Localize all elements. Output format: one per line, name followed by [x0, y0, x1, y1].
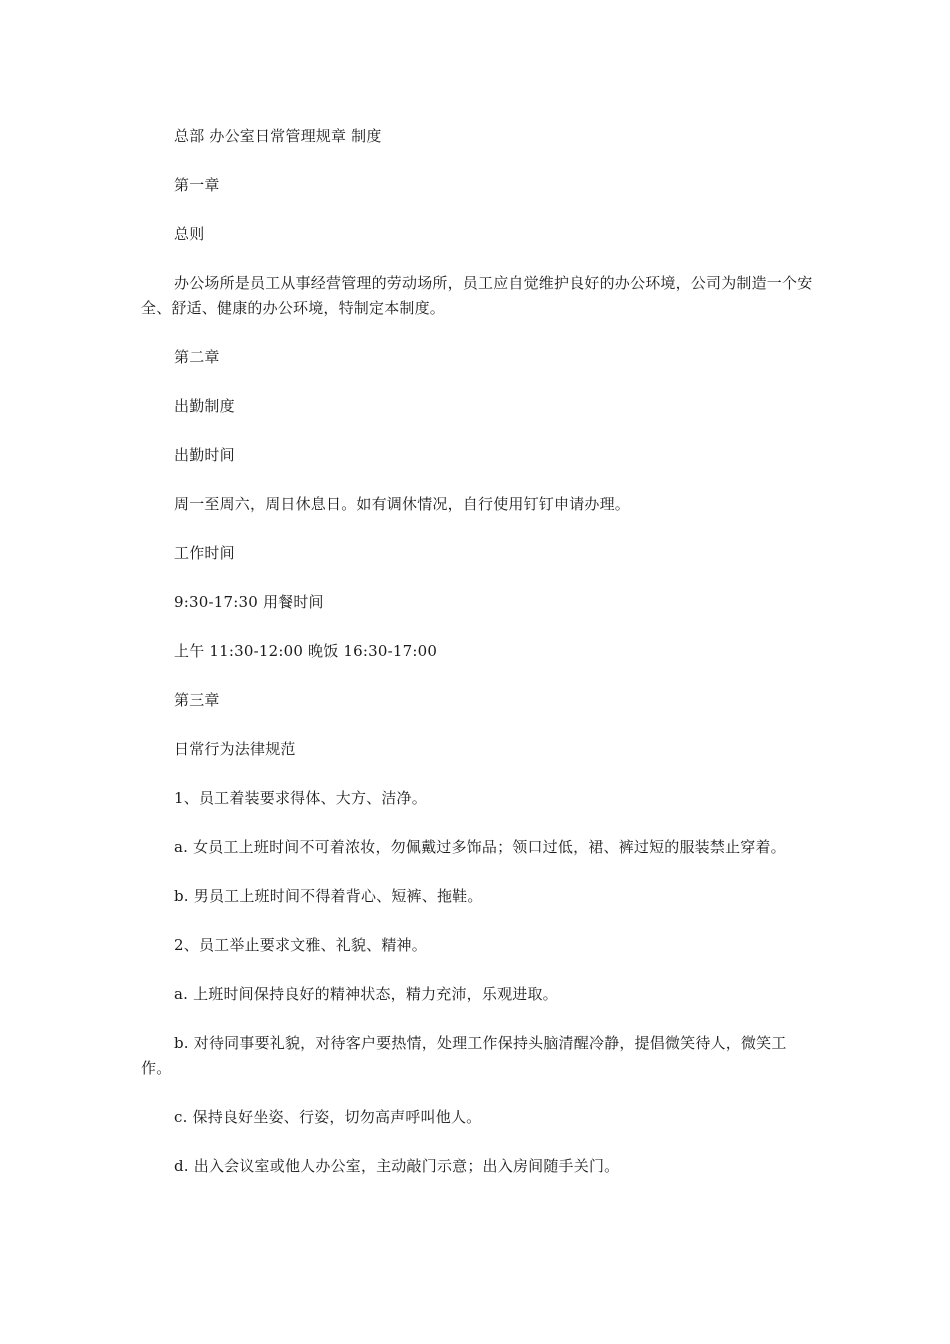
chapter-1-title: 总则 [174, 225, 205, 243]
meal-time-text: 上午 11:30-12:00 晚饭 16:30-17:00 [174, 642, 438, 660]
rule-1b-text: b. 男员工上班时间不得着背心、短裤、拖鞋。 [174, 887, 483, 905]
rule-2a-text: a. 上班时间保持良好的精神状态，精力充沛，乐观进取。 [174, 985, 558, 1003]
attendance-time-heading: 出勤时间 [174, 446, 235, 464]
chapter-2-title: 出勤制度 [174, 397, 235, 415]
chapter-2-heading: 第二章 [174, 348, 220, 366]
rule-1a-text: a. 女员工上班时间不可着浓妆，勿佩戴过多饰品；领口过低，裙、裤过短的服装禁止穿着。 [174, 838, 786, 856]
rule-1-text: 1、员工着装要求得体、大方、洁净。 [174, 789, 427, 807]
rule-2c-text: c. 保持良好坐姿、行姿，切勿高声呼叫他人。 [174, 1108, 482, 1126]
document-title: 总部 办公室日常管理规章 制度 [174, 127, 382, 145]
document-body [141, 124, 813, 1203]
work-time-text: 9:30-17:30 用餐时间 [174, 593, 324, 611]
rule-2-text: 2、员工举止要求文雅、礼貌、精神。 [174, 936, 427, 954]
general-principles-text: 办公场所是员工从事经营管理的劳动场所，员工应自觉维护良好的办公环境，公司为制造一个安全、舒适、健康的办公环境，特制定本制度。 [141, 274, 813, 317]
attendance-time-text: 周一至周六，周日休息日。如有调休情况，自行使用钉钉申请办理。 [174, 495, 631, 513]
rule-2d-text: d. 出入会议室或他人办公室，主动敲门示意；出入房间随手关门。 [174, 1157, 620, 1175]
work-time-heading: 工作时间 [174, 544, 235, 562]
chapter-3-title: 日常行为法律规范 [174, 740, 296, 758]
chapter-3-heading: 第三章 [174, 691, 220, 709]
chapter-1-heading: 第一章 [174, 176, 220, 194]
rule-2b-text: b. 对待同事要礼貌，对待客户要热情，处理工作保持头脑清醒冷静，提倡微笑待人，微笑工作。 [141, 1034, 787, 1077]
